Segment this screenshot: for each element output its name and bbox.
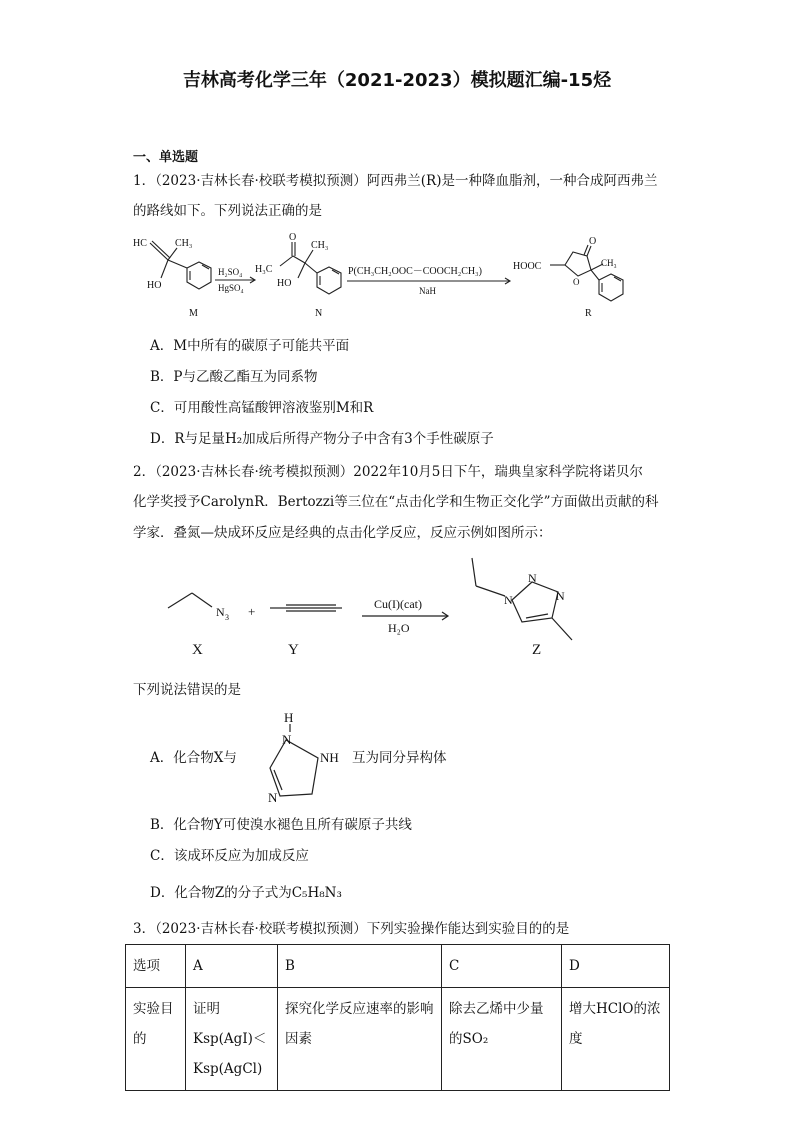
y-label: Y (288, 642, 299, 658)
q1-option-d: D．R与足量H₂加成后所得产物分子中含有3个手性碳原子 (150, 431, 494, 447)
q2-option-a-post: 互为同分异构体 (352, 750, 447, 766)
q2-prompt: 下列说法错误的是 (133, 682, 241, 698)
n-ch3: CH₃ (311, 240, 329, 251)
ring-h: H (284, 710, 294, 725)
page-title: 吉林高考化学三年（2021-2023）模拟题汇编-15烃 (182, 70, 612, 91)
x-n3-subscript: 3 (225, 613, 229, 622)
table-header-cell: B (278, 945, 442, 988)
q1-stem-line1: 1．（2023·吉林长春·校联考模拟预测）阿西弗兰(R)是一种降血脂剂，一种合成阿西弗兰 (133, 173, 658, 189)
n-ho: HO (277, 278, 292, 289)
plus-sign: + (248, 604, 256, 619)
ring-n3: N (268, 790, 278, 805)
ring-nh: NH (320, 750, 339, 765)
table-cell: 实验目的 (126, 988, 186, 1091)
table-cell: 增大HClO的浓度 (562, 988, 670, 1091)
q2-stem-line3: 学家．叠氮—炔成环反应是经典的点击化学反应，反应示例如图所示： (133, 525, 552, 541)
reagent2-bottom: NaH (419, 286, 436, 296)
section-heading: 一、单选题 (133, 150, 199, 165)
z-n1: N (504, 593, 513, 607)
table-cell: 除去乙烯中少量的SO₂ (442, 988, 562, 1091)
triazoline-ring (256, 710, 352, 810)
table-row (126, 988, 670, 1091)
r-label: R (585, 308, 592, 319)
cond-top: Cu(I)(cat) (374, 597, 422, 611)
table-header-cell: C (442, 945, 562, 988)
m-label: M (189, 308, 198, 319)
n-h3c: H₃C (255, 264, 273, 275)
r-ch3: CH₃ (601, 258, 617, 268)
m-ch3: CH₃ (175, 238, 193, 249)
reagent1-bottom: HgSO₄ (218, 283, 244, 293)
n-o: O (289, 232, 297, 243)
q1-stem-line2: 的路线如下。下列说法正确的是 (133, 203, 322, 219)
r-o-ketone: O (589, 236, 597, 247)
q1-option-b: B．P与乙酸乙酯互为同系物 (150, 369, 318, 385)
z-n2: N (528, 571, 537, 585)
q2-reaction-scheme (160, 550, 590, 660)
n-label: N (315, 308, 323, 319)
x-n3: N (216, 605, 225, 619)
q2-option-a-pre: A．化合物X与 (150, 750, 237, 766)
cond-bottom: H₂O (388, 621, 410, 635)
q2-option-d: D．化合物Z的分子式为C₅H₈N₃ (150, 885, 342, 901)
q2-option-c: C．该成环反应为加成反应 (150, 848, 309, 864)
r-o-ring: O (573, 277, 580, 287)
q1-option-a: A．M中所有的碳原子可能共平面 (150, 338, 350, 354)
m-ho: HO (147, 280, 162, 291)
m-hc: HC (133, 238, 147, 249)
table-row (126, 945, 670, 988)
q1-reaction-scheme (125, 228, 645, 323)
z-label: Z (532, 642, 542, 658)
r-hooc: HOOC (513, 261, 542, 272)
z-n3: N (556, 589, 565, 603)
table-cell: 证明Ksp(AgI)＜Ksp(AgCl) (186, 988, 278, 1091)
ring-n1: N (282, 732, 292, 747)
table-header-cell: A (186, 945, 278, 988)
q2-stem-line1: 2．（2023·吉林长春·统考模拟预测）2022年10月5日下午，瑞典皇家科学院将诺贝尔 (133, 464, 643, 480)
x-label: X (192, 642, 203, 658)
reagent1-top: H₂SO₄ (218, 267, 243, 277)
table-header-cell: D (562, 945, 670, 988)
q2-stem-line2: 化学奖授予CarolynR．Bertozzi等三位在“点击化学和生物正交化学”方面做出贡献的科 (133, 494, 659, 510)
q2-option-b: B．化合物Y可使溴水褪色且所有碳原子共线 (150, 817, 412, 833)
table-cell: 探究化学反应速率的影响因素 (278, 988, 442, 1091)
reagent2-top: P(CH₃CH₂OOC－COOCH₂CH₃) (348, 266, 482, 277)
q1-option-c: C．可用酸性高锰酸钾溶液鉴别M和R (150, 400, 374, 416)
q3-stem: 3．（2023·吉林长春·校联考模拟预测）下列实验操作能达到实验目的的是 (133, 921, 570, 937)
table-header-cell: 选项 (126, 945, 186, 988)
experiment-table (125, 944, 670, 1091)
